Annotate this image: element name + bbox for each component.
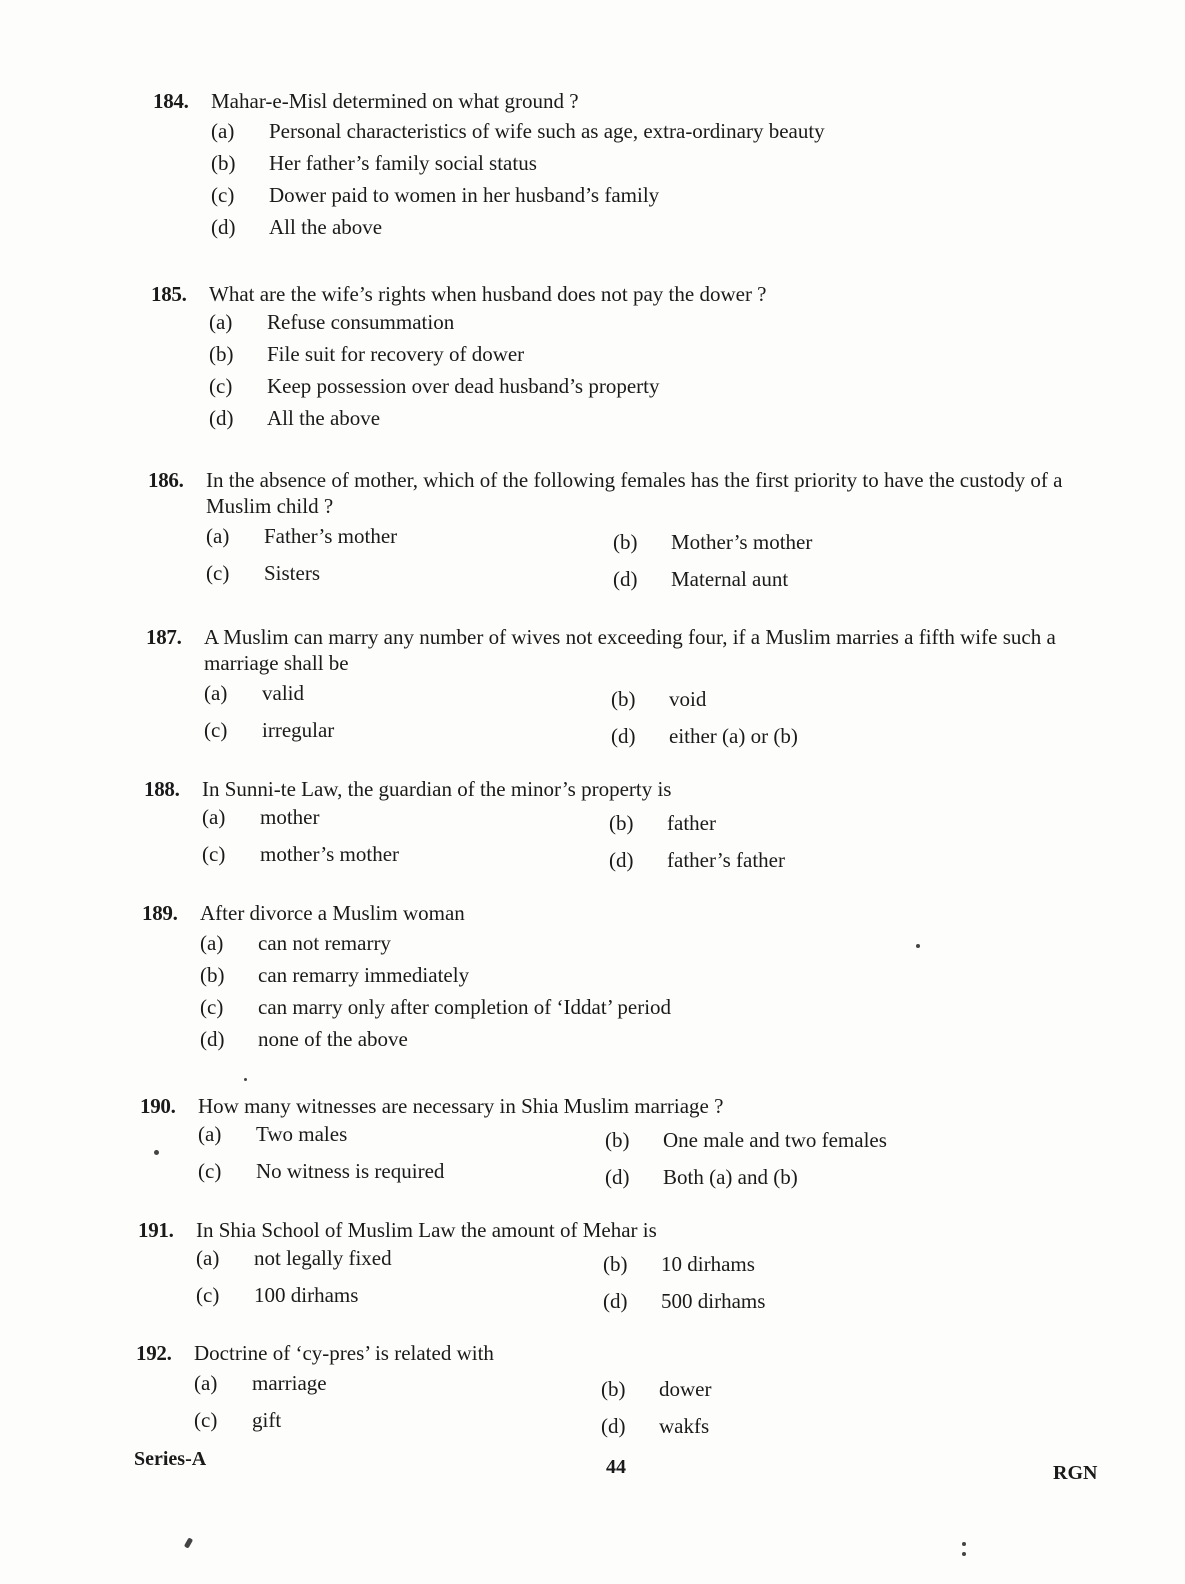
option-a: (a) Refuse consummation — [209, 310, 455, 334]
option-b: (b) One male and two females — [605, 1128, 887, 1152]
option-b: (b) father — [609, 811, 716, 835]
question-number: 186. — [148, 468, 184, 492]
question-text: Mahar-e-Misl determined on what ground ? — [211, 89, 579, 113]
option-a: (a) marriage — [194, 1371, 327, 1395]
paper-code: RGN — [1053, 1462, 1098, 1484]
option-b: (b) can remarry immediately — [200, 963, 470, 987]
question-text: In the absence of mother, which of the following females has the first priority to have the custody of a Muslim child ? — [206, 468, 1063, 518]
option-c: (c) Sisters — [206, 561, 321, 585]
question-text: A Muslim can marry any number of wives not exceeding four, if a Muslim marries a fifth wife such a marriage shall be — [204, 625, 1056, 675]
option-c: (c) 100 dirhams — [196, 1283, 359, 1307]
question-number: 185. — [151, 282, 187, 306]
question-number: 192. — [136, 1341, 172, 1365]
question-191 — [138, 1217, 958, 1319]
option-b: (b) 10 dirhams — [603, 1252, 755, 1276]
option-c: (c) Keep possession over dead husband’s property — [209, 374, 660, 398]
option-d: (d) Both (a) and (b) — [605, 1165, 798, 1189]
question-number: 189. — [142, 901, 178, 925]
option-d: (d) father’s father — [609, 848, 785, 872]
question-187 — [146, 624, 1121, 754]
option-d: (d) 500 dirhams — [603, 1289, 766, 1313]
option-b: (b) dower — [601, 1377, 712, 1401]
scan-speck — [962, 1552, 966, 1556]
option-b: (b) Her father’s family social status — [211, 151, 537, 175]
option-b: (b) void — [611, 687, 707, 711]
option-c: (c) mother’s mother — [202, 842, 400, 866]
option-c: (c) gift — [194, 1408, 282, 1432]
option-d: (d) All the above — [211, 215, 383, 239]
option-d: (d) wakfs — [601, 1414, 710, 1438]
option-b: (b) File suit for recovery of dower — [209, 342, 525, 366]
question-text: Doctrine of ‘cy-pres’ is related with — [194, 1341, 494, 1365]
option-a: (a) Personal characteristics of wife such as age, extra-ordinary beauty — [211, 119, 825, 143]
option-c: (c) can marry only after completion of ‘Iddat’ period — [200, 995, 672, 1019]
option-a: (a) mother — [202, 805, 320, 829]
question-number: 188. — [144, 777, 180, 801]
series-label: Series-A — [134, 1448, 207, 1470]
question-186 — [148, 467, 1123, 597]
question-text: In Shia School of Muslim Law the amount of Mehar is — [196, 1218, 657, 1242]
scan-speck — [154, 1150, 159, 1155]
option-a: (a) can not remarry — [200, 931, 391, 955]
option-d: (d) Maternal aunt — [613, 567, 789, 591]
option-d: (d) All the above — [209, 406, 381, 430]
question-184 — [153, 88, 953, 246]
option-d: (d) either (a) or (b) — [611, 724, 798, 748]
question-text: In Sunni-te Law, the guardian of the minor’s property is — [202, 777, 672, 801]
question-189 — [142, 900, 942, 1058]
question-number: 190. — [140, 1094, 176, 1118]
option-c: (c) No witness is required — [198, 1159, 445, 1183]
option-c: (c) irregular — [204, 718, 335, 742]
question-192 — [136, 1340, 956, 1444]
scan-speck — [916, 944, 920, 948]
question-number: 187. — [146, 625, 182, 649]
option-c: (c) Dower paid to women in her husband’s family — [211, 183, 660, 207]
option-a: (a) Two males — [198, 1122, 348, 1146]
question-text: What are the wife’s rights when husband does not pay the dower ? — [209, 282, 767, 306]
option-d: (d) none of the above — [200, 1027, 408, 1051]
question-185 — [151, 281, 951, 437]
question-number: 191. — [138, 1218, 174, 1242]
scan-speck — [184, 1537, 193, 1548]
question-text: How many witnesses are necessary in Shia Muslim marriage ? — [198, 1094, 724, 1118]
scan-speck — [962, 1542, 966, 1546]
question-188 — [144, 776, 944, 878]
page-number: 44 — [606, 1456, 626, 1478]
question-text: After divorce a Muslim woman — [200, 901, 465, 925]
question-190 — [140, 1093, 960, 1195]
question-number: 184. — [153, 89, 189, 113]
option-a: (a) Father’s mother — [206, 524, 398, 548]
scan-speck — [244, 1078, 247, 1081]
option-a: (a) not legally fixed — [196, 1246, 392, 1270]
option-a: (a) valid — [204, 681, 304, 705]
option-b: (b) Mother’s mother — [613, 530, 813, 554]
